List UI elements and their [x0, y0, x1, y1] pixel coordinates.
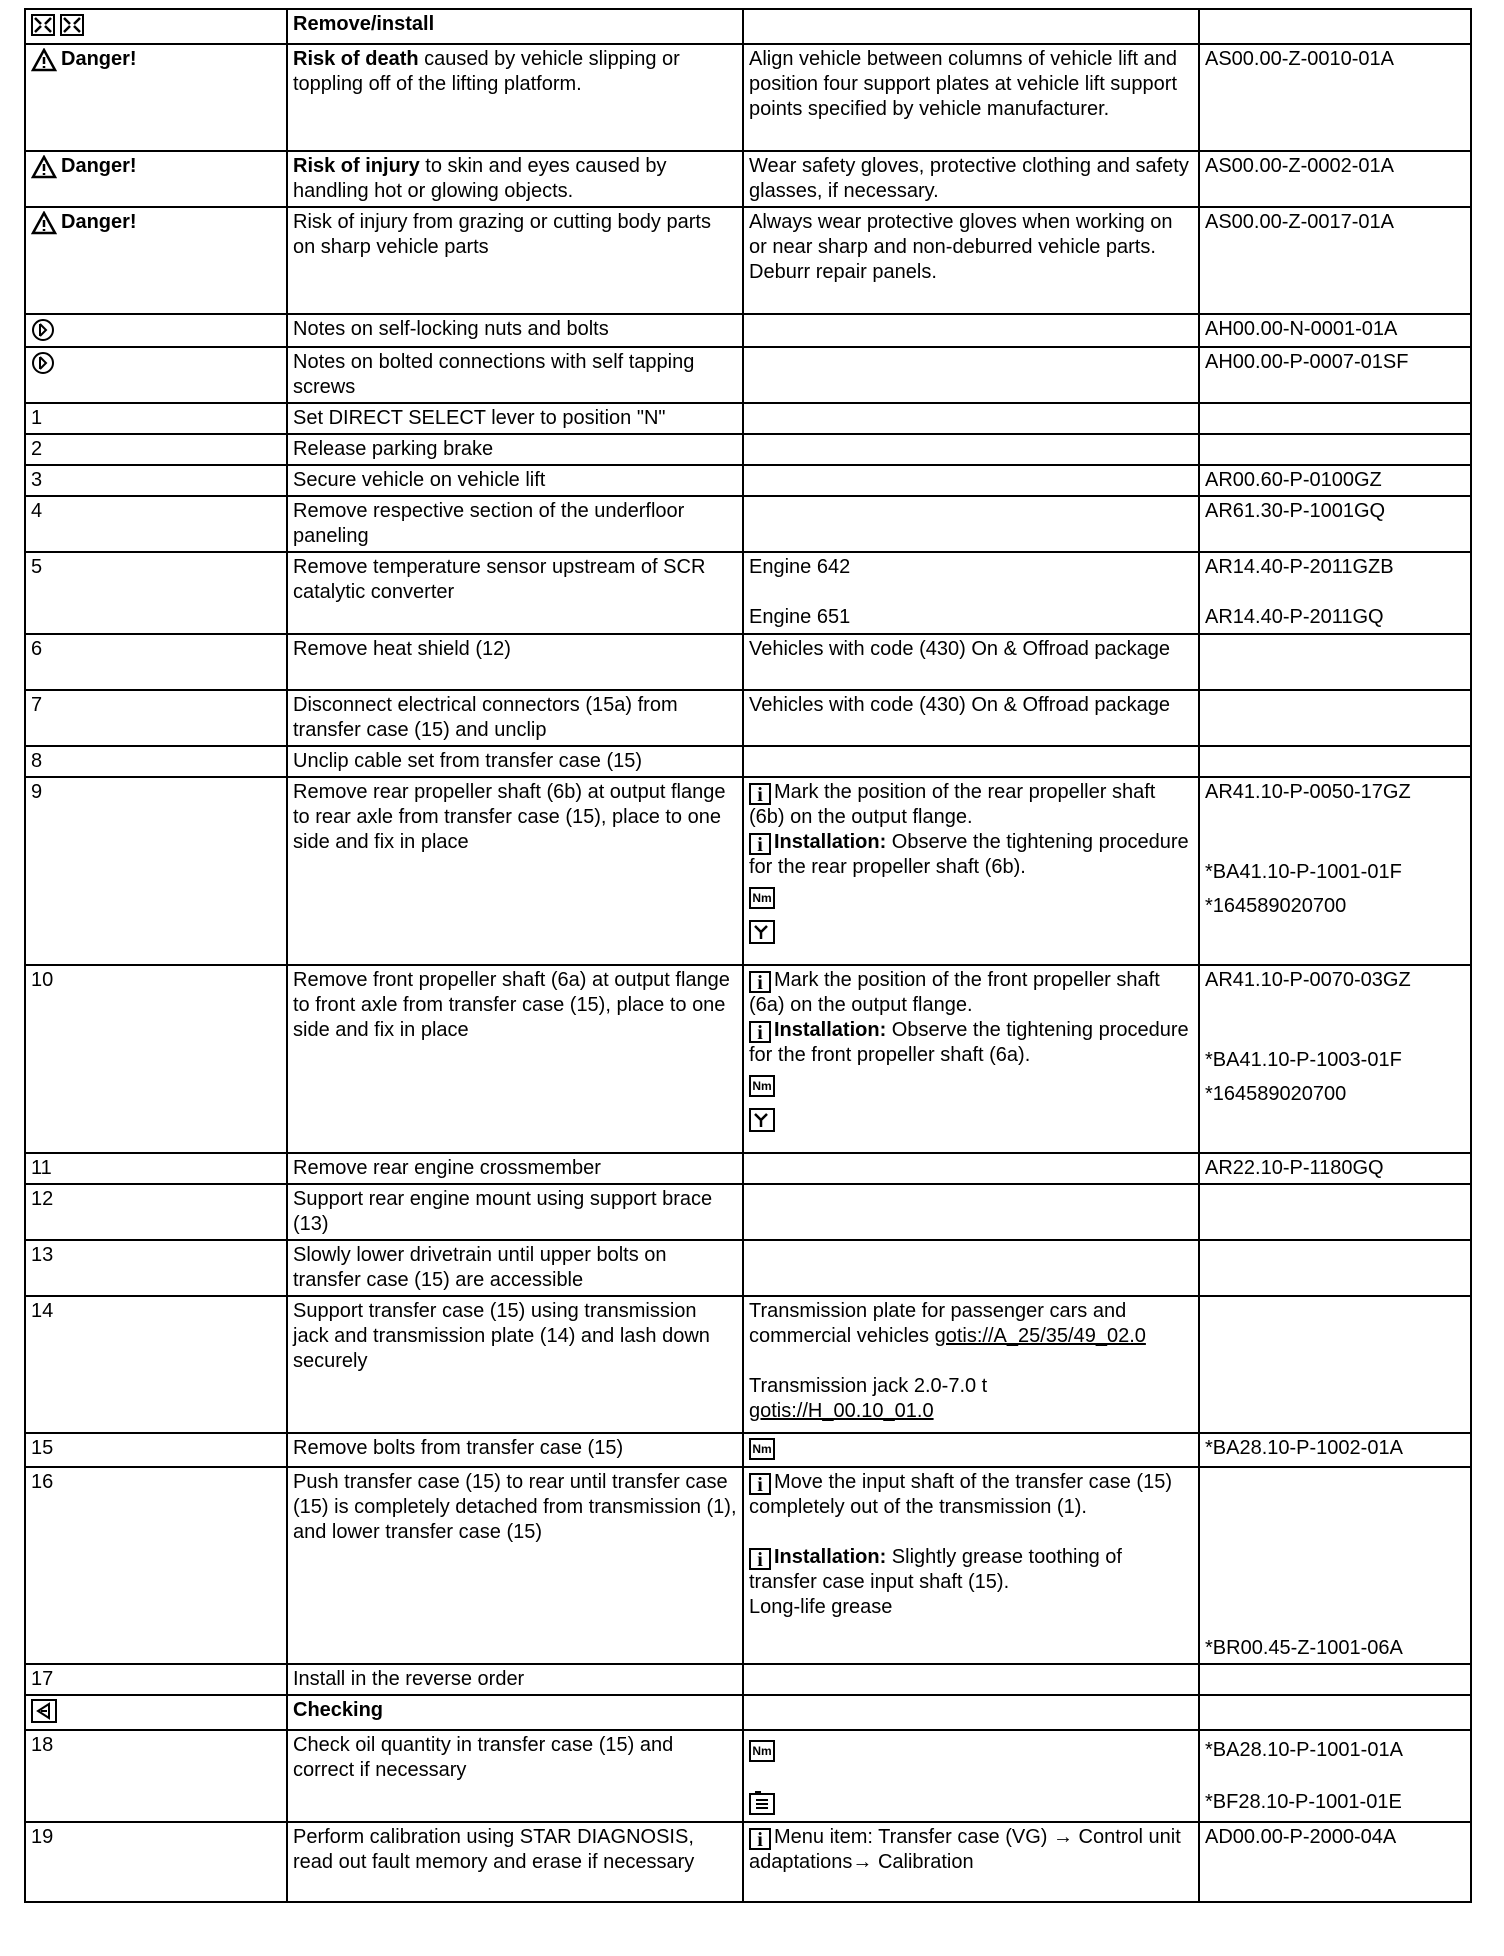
engine-note: Engine 642: [749, 556, 851, 578]
step-row: [25, 1664, 1471, 1695]
step-number: 15: [25, 1433, 287, 1467]
tool-ref: *164589020700: [1205, 1083, 1347, 1105]
warning-icon: [31, 155, 57, 179]
info-text: Observe the tightening procedure for the front propeller shaft (6a).: [749, 1019, 1189, 1066]
step-text: Set DIRECT SELECT lever to position "N": [287, 403, 743, 434]
doc-ref: AR00.60-P-0100GZ: [1199, 465, 1471, 496]
danger-label: Danger!: [61, 155, 137, 177]
doc-ref: AS00.00-Z-0002-01A: [1199, 151, 1471, 207]
info-icon: i: [749, 1473, 771, 1495]
checking-icon: [31, 1699, 57, 1723]
remove-install-icon: [31, 14, 85, 36]
step-text: Check oil quantity in transfer case (15) and correct if necessary: [287, 1730, 743, 1822]
torque-ref: *BA41.10-P-1003-01F: [1205, 1049, 1402, 1071]
risk-text: caused by vehicle slipping or toppling off of the lifting platform.: [293, 48, 680, 95]
self-tapping-screw-icon: [31, 351, 55, 375]
installation-label: Installation:: [774, 831, 887, 853]
info-text: Move the input shaft of the transfer case (15) completely out of the transmission (1).: [749, 1471, 1172, 1518]
step-row: [25, 1433, 1471, 1467]
installation-label: Installation:: [774, 1546, 887, 1568]
step-row: [25, 1822, 1471, 1902]
fluid-icon: [749, 1791, 775, 1815]
info-text: Mark the position of the rear propeller shaft (6b) on the output flange.: [749, 781, 1156, 828]
warning-icon: [31, 211, 57, 235]
danger-row: [25, 44, 1471, 151]
step-row: [25, 496, 1471, 552]
step-row: [25, 434, 1471, 465]
self-locking-nut-icon: [31, 318, 55, 342]
step-number: 6: [25, 634, 287, 690]
doc-ref: AS00.00-Z-0010-01A: [1199, 44, 1471, 151]
checking-row: [25, 1695, 1471, 1730]
danger-label: Danger!: [61, 211, 137, 233]
doc-ref: AR41.10-P-0070-03GZ: [1205, 969, 1411, 991]
step-number: 10: [25, 965, 287, 1153]
step-row: [25, 634, 1471, 690]
step-text: Support rear engine mount using support brace (13): [287, 1184, 743, 1240]
gotis-link[interactable]: gotis://A_25/35/49_02.0: [934, 1325, 1146, 1347]
step-number: 11: [25, 1153, 287, 1184]
info-icon: i: [749, 1548, 771, 1570]
step-text: Release parking brake: [287, 434, 743, 465]
step-number: 7: [25, 690, 287, 746]
info-icon: i: [749, 783, 771, 805]
note-row: [25, 314, 1471, 347]
doc-ref: AH00.00-P-0007-01SF: [1199, 347, 1471, 403]
risk-title: Risk of death: [293, 48, 419, 70]
step-number: 8: [25, 746, 287, 777]
step-row: [25, 1240, 1471, 1296]
step-number: 14: [25, 1296, 287, 1433]
step-text: Remove heat shield (12): [287, 634, 743, 690]
step-note: Vehicles with code (430) On & Offroad package: [743, 634, 1199, 690]
torque-icon: Nm: [749, 1438, 775, 1460]
info-icon: i: [749, 1828, 771, 1850]
step-number: 13: [25, 1240, 287, 1296]
torque-icon: Nm: [749, 887, 775, 909]
note-row: [25, 347, 1471, 403]
step-text: Push transfer case (15) to rear until transfer case (15) is completely detached from transmission (1), and lower transfer case (15): [287, 1467, 743, 1664]
torque-icon: Nm: [749, 1075, 775, 1097]
step-text: Unclip cable set from transfer case (15): [287, 746, 743, 777]
step-text: Secure vehicle on vehicle lift: [287, 465, 743, 496]
doc-ref: AS00.00-Z-0017-01A: [1199, 207, 1471, 314]
step-text: Remove rear propeller shaft (6b) at output flange to rear axle from transfer case (15), place to one side and fix in place: [287, 777, 743, 965]
tool-note: Transmission jack 2.0-7.0 t: [749, 1375, 988, 1397]
step-row: [25, 746, 1471, 777]
step-text: Disconnect electrical connectors (15a) from transfer case (15) and unclip: [287, 690, 743, 746]
special-tool-icon: [749, 1108, 775, 1132]
step-text: Remove temperature sensor upstream of SCR catalytic converter: [287, 552, 743, 634]
info-text: Slightly grease toothing of transfer case input shaft (15).: [749, 1546, 1122, 1593]
risk-text: Risk of injury from grazing or cutting body parts on sharp vehicle parts: [293, 211, 711, 258]
measure-text: Wear safety gloves, protective clothing and safety glasses, if necessary.: [743, 151, 1199, 207]
info-text: Observe the tightening procedure for the rear propeller shaft (6b).: [749, 831, 1189, 878]
info-text: Menu item: Transfer case (VG) → Control unit adaptations→ Calibration: [749, 1826, 1181, 1873]
warning-icon: [31, 48, 57, 72]
danger-row: [25, 151, 1471, 207]
torque-ref: *BA28.10-P-1001-01A: [1205, 1739, 1403, 1761]
step-text: Remove rear engine crossmember: [287, 1153, 743, 1184]
lubricant-ref: *BR00.45-Z-1001-06A: [1199, 1467, 1471, 1664]
step-number: 2: [25, 434, 287, 465]
danger-row: [25, 207, 1471, 314]
step-number: 19: [25, 1822, 287, 1902]
step-number: 5: [25, 552, 287, 634]
torque-ref: *BA28.10-P-1002-01A: [1199, 1433, 1471, 1467]
doc-ref: AR61.30-P-1001GQ: [1199, 496, 1471, 552]
step-note: Vehicles with code (430) On & Offroad package: [743, 690, 1199, 746]
doc-ref: AD00.00-P-2000-04A: [1199, 1822, 1471, 1902]
note-text: Notes on self-locking nuts and bolts: [287, 314, 743, 347]
section-title: Remove/install: [287, 9, 743, 44]
step-row: [25, 1467, 1471, 1664]
step-text: Support transfer case (15) using transmission jack and transmission plate (14) and lash down securely: [287, 1296, 743, 1433]
step-number: 17: [25, 1664, 287, 1695]
measure-text: Align vehicle between columns of vehicle lift and position four support plates at vehicle lift support points specified by vehicle manufacturer.: [743, 44, 1199, 151]
step-text: Slowly lower drivetrain until upper bolts on transfer case (15) are accessible: [287, 1240, 743, 1296]
danger-label: Danger!: [61, 48, 137, 70]
step-row: [25, 777, 1471, 965]
step-text: Perform calibration using STAR DIAGNOSIS, read out fault memory and erase if necessary: [287, 1822, 743, 1902]
engine-note: Engine 651: [749, 606, 851, 628]
doc-ref: AH00.00-N-0001-01A: [1199, 314, 1471, 347]
step-row: [25, 552, 1471, 634]
step-number: 4: [25, 496, 287, 552]
step-number: 3: [25, 465, 287, 496]
step-row: [25, 1153, 1471, 1184]
step-row: [25, 965, 1471, 1153]
checking-title: Checking: [287, 1695, 743, 1730]
doc-ref: AR41.10-P-0050-17GZ: [1205, 781, 1411, 803]
step-text: Remove front propeller shaft (6a) at output flange to front axle from transfer case (15), place to one side and fix in place: [287, 965, 743, 1153]
note-text: Notes on bolted connections with self tapping screws: [287, 347, 743, 403]
tool-ref: *164589020700: [1205, 895, 1347, 917]
step-text: Remove bolts from transfer case (15): [287, 1433, 743, 1467]
risk-text: to skin and eyes caused by handling hot or glowing objects.: [293, 155, 667, 202]
installation-label: Installation:: [774, 1019, 887, 1041]
step-row: [25, 403, 1471, 434]
procedure-table: [24, 8, 1472, 1903]
header-row: [25, 9, 1471, 44]
gotis-link[interactable]: gotis://H_00.10_01.0: [749, 1400, 934, 1422]
risk-title: Risk of injury: [293, 155, 420, 177]
step-row: [25, 1730, 1471, 1822]
measure-text: Always wear protective gloves when working on or near sharp and non-deburred vehicle parts.: [749, 211, 1173, 258]
step-row: [25, 1184, 1471, 1240]
special-tool-icon: [749, 920, 775, 944]
remove-install-icons: [25, 9, 287, 44]
info-text: Mark the position of the front propeller shaft (6a) on the output flange.: [749, 969, 1160, 1016]
fluid-ref: *BF28.10-P-1001-01E: [1205, 1791, 1402, 1813]
info-icon: i: [749, 971, 771, 993]
step-row: [25, 690, 1471, 746]
step-text: Remove respective section of the underfloor paneling: [287, 496, 743, 552]
torque-ref: *BA41.10-P-1001-01F: [1205, 861, 1402, 883]
tool-note: Transmission plate for passenger cars and commercial vehicles: [749, 1300, 1127, 1347]
step-number: 16: [25, 1467, 287, 1664]
step-row: [25, 465, 1471, 496]
doc-ref: AR14.40-P-2011GQ: [1205, 606, 1384, 628]
step-number: 1: [25, 403, 287, 434]
measure-text-2: Deburr repair panels.: [749, 261, 937, 283]
step-text: Install in the reverse order: [287, 1664, 743, 1695]
lubricant-note: Long-life grease: [749, 1596, 893, 1618]
doc-ref: AR22.10-P-1180GQ: [1199, 1153, 1471, 1184]
step-number: 18: [25, 1730, 287, 1822]
torque-icon: Nm: [749, 1740, 775, 1762]
info-icon: i: [749, 1021, 771, 1043]
step-number: 12: [25, 1184, 287, 1240]
step-number: 9: [25, 777, 287, 965]
step-row: [25, 1296, 1471, 1433]
doc-ref: AR14.40-P-2011GZB: [1205, 556, 1394, 578]
info-icon: i: [749, 833, 771, 855]
